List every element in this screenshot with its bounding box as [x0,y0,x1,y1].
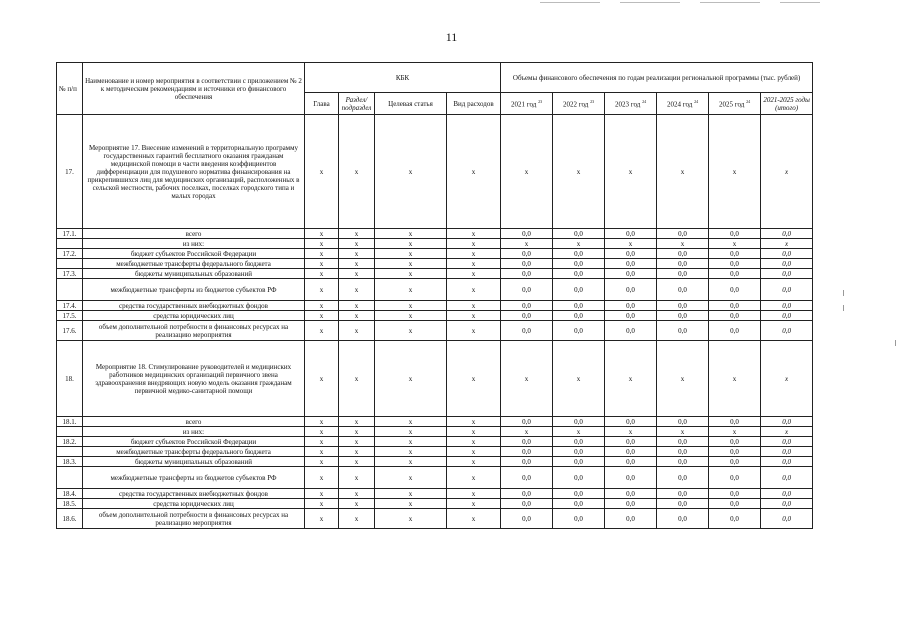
table-row [57,437,813,447]
year-value: 0,0 [501,321,553,341]
year-value: 0,0 [553,447,605,457]
kbk-cell: х [447,509,501,529]
year-value: х [501,115,553,229]
row-number [57,279,83,301]
year-value: 0,0 [709,447,761,457]
year-value: 0,0 [709,249,761,259]
year-value: х [657,427,709,437]
kbk-cell: х [375,279,447,301]
table-row [57,509,813,529]
kbk-cell: х [375,341,447,417]
total-value: 0,0 [761,279,813,301]
kbk-cell: х [447,447,501,457]
year-value: 0,0 [709,229,761,239]
kbk-cell: х [375,269,447,279]
kbk-cell: х [339,239,375,249]
header-name: Наименование и номер мероприятия в соответствии с приложением № 2 к методическим рекомендациям и источники его финансового обеспечения [83,63,305,115]
year-value: 0,0 [553,311,605,321]
header-kbk-type: Вид расходов [447,93,501,115]
total-value: 0,0 [761,269,813,279]
header-kbk: КБК [305,63,501,93]
total-value: 0,0 [761,499,813,509]
year-value: 0,0 [709,499,761,509]
year-value: 0,0 [709,279,761,301]
row-number: 18.3. [57,457,83,467]
row-name: всего [83,417,305,427]
year-value: х [553,341,605,417]
row-number: 18.4. [57,489,83,499]
row-number: 18.2. [57,437,83,447]
row-number: 17.6. [57,321,83,341]
year-value: 0,0 [657,499,709,509]
row-name: средства юридических лиц [83,499,305,509]
header-funding: Объемы финансового обеспечения по годам реализации региональной программы (тыс. рублей) [501,63,813,93]
year-value: 0,0 [553,321,605,341]
kbk-cell: х [447,457,501,467]
year-value: 0,0 [657,447,709,457]
row-name: средства юридических лиц [83,311,305,321]
row-number: 17.4. [57,301,83,311]
row-number: 18.1. [57,417,83,427]
year-value: х [553,427,605,437]
year-value: 0,0 [501,269,553,279]
year-value: 0,0 [605,311,657,321]
row-name: бюджеты муниципальных образований [83,457,305,467]
row-number: 18.6. [57,509,83,529]
kbk-cell: х [305,279,339,301]
total-value: 0,0 [761,249,813,259]
table-row [57,301,813,311]
year-value: 0,0 [709,437,761,447]
kbk-cell: х [305,447,339,457]
row-name: межбюджетные трансферты федерального бюджета [83,447,305,457]
scan-top-rule [540,2,600,3]
total-value: 0,0 [761,509,813,529]
table-row [57,311,813,321]
row-name: объем дополнительной потребности в финансовых ресурсах на реализацию мероприятия [83,509,305,529]
row-name: средства государственных внебюджетных фондов [83,489,305,499]
kbk-cell: х [339,321,375,341]
year-value: 0,0 [501,447,553,457]
year-value: 0,0 [709,269,761,279]
year-value: 0,0 [553,301,605,311]
total-value: 0,0 [761,417,813,427]
header-year-2023: 2023 год $^{24}$ [605,93,657,115]
year-value: х [709,341,761,417]
year-value: 0,0 [553,269,605,279]
table-row [57,269,813,279]
year-value: 0,0 [501,509,553,529]
table-row [57,259,813,269]
kbk-cell: х [305,341,339,417]
year-value: 0,0 [605,259,657,269]
table-row [57,115,813,229]
kbk-cell: х [305,467,339,489]
kbk-cell: х [447,301,501,311]
year-value: 0,0 [553,437,605,447]
header-kbk-section: Раздел/ подраздел [339,93,375,115]
row-number: 18. [57,341,83,417]
kbk-cell: х [339,249,375,259]
year-value: 0,0 [553,279,605,301]
year-value: 0,0 [709,417,761,427]
year-value: 0,0 [605,437,657,447]
kbk-cell: х [339,229,375,239]
kbk-cell: х [339,279,375,301]
year-value: 0,0 [709,489,761,499]
year-value: 0,0 [657,467,709,489]
row-number [57,467,83,489]
year-value: 0,0 [657,249,709,259]
year-value: 0,0 [605,467,657,489]
table-row [57,489,813,499]
year-value: 0,0 [605,417,657,427]
kbk-cell: х [339,115,375,229]
funding-table [56,62,813,529]
year-value: х [657,115,709,229]
total-value: 0,0 [761,311,813,321]
total-value: 0,0 [761,259,813,269]
kbk-cell: х [339,457,375,467]
kbk-cell: х [375,417,447,427]
total-value: 0,0 [761,437,813,447]
row-name: средства государственных внебюджетных фондов [83,301,305,311]
row-name: бюджет субъектов Российской Федерации [83,249,305,259]
table-row [57,321,813,341]
year-value: 0,0 [709,259,761,269]
row-number: 17.5. [57,311,83,321]
total-value: 0,0 [761,229,813,239]
kbk-cell: х [375,321,447,341]
kbk-cell: х [375,437,447,447]
row-name: межбюджетные трансферты федерального бюджета [83,259,305,269]
year-value: 0,0 [501,437,553,447]
year-value: 0,0 [709,467,761,489]
year-value: 0,0 [605,457,657,467]
year-value: 0,0 [605,447,657,457]
year-value: 0,0 [501,279,553,301]
kbk-cell: х [375,311,447,321]
year-value: х [709,239,761,249]
kbk-cell: х [447,279,501,301]
kbk-cell: х [447,417,501,427]
header-total: 2021-2025 годы (итого) [761,93,813,115]
year-value: 0,0 [657,259,709,269]
kbk-cell: х [375,249,447,259]
year-value: 0,0 [709,311,761,321]
kbk-cell: х [375,259,447,269]
kbk-cell: х [339,489,375,499]
kbk-cell: х [305,259,339,269]
year-value: 0,0 [605,269,657,279]
year-value: 0,0 [605,301,657,311]
kbk-cell: х [339,341,375,417]
kbk-cell: х [339,499,375,509]
kbk-cell: х [447,249,501,259]
kbk-cell: х [339,437,375,447]
kbk-cell: х [305,249,339,259]
row-name: межбюджетные трансферты из бюджетов субъектов РФ [83,279,305,301]
year-value: 0,0 [709,321,761,341]
year-value: х [709,115,761,229]
year-value: 0,0 [553,457,605,467]
kbk-cell: х [447,437,501,447]
year-value: х [657,239,709,249]
scan-top-rule [620,2,680,3]
kbk-cell: х [339,427,375,437]
header-kbk-chapter: Глава [305,93,339,115]
year-value: 0,0 [553,489,605,499]
year-value: 0,0 [605,229,657,239]
year-value: 0,0 [657,489,709,499]
kbk-cell: х [375,467,447,489]
table-row [57,499,813,509]
kbk-cell: х [305,239,339,249]
row-number: 17.2. [57,249,83,259]
kbk-cell: х [305,417,339,427]
kbk-cell: х [305,301,339,311]
kbk-cell: х [447,239,501,249]
total-value: 0,0 [761,467,813,489]
year-value: 0,0 [501,301,553,311]
table-row [57,249,813,259]
year-value: 0,0 [605,489,657,499]
year-value: х [605,427,657,437]
kbk-cell: х [375,489,447,499]
kbk-cell: х [375,509,447,529]
kbk-cell: х [375,427,447,437]
kbk-cell: х [375,499,447,509]
kbk-cell: х [305,499,339,509]
total-value: 0,0 [761,489,813,499]
year-value: 0,0 [501,229,553,239]
year-value: 0,0 [709,301,761,311]
header-year-2024: 2024 год $^{24}$ [657,93,709,115]
kbk-cell: х [339,269,375,279]
year-value: 0,0 [657,321,709,341]
kbk-cell: х [339,417,375,427]
year-value: 0,0 [605,321,657,341]
year-value: 0,0 [553,259,605,269]
header-kbk-target: Целевая статья [375,93,447,115]
year-value: 0,0 [605,499,657,509]
header-year-2021: 2021 год $^{23}$ [501,93,553,115]
header-year-2022: 2022 год $^{23}$ [553,93,605,115]
table-row [57,239,813,249]
kbk-cell: х [305,437,339,447]
table-row [57,417,813,427]
total-value: х [761,115,813,229]
year-value: 0,0 [553,229,605,239]
kbk-cell: х [447,115,501,229]
row-name: Мероприятие 17. Внесение изменений в территориальную программу государственных гарантий бесплатного оказания гражданам медицинской помощи в части введения коэффициентов дифференциации для подушевого норматива финансирования на прикрепившихся лиц для медицинских организаций, расположенных в сельской местности, рабочих поселках, поселках городского типа и малых городах [83,115,305,229]
table-row [57,427,813,437]
kbk-cell: х [339,301,375,311]
header-year-2025: 2025 год $^{24}$ [709,93,761,115]
year-value: х [501,341,553,417]
kbk-cell: х [305,457,339,467]
row-number: 17.1. [57,229,83,239]
year-value: 0,0 [501,467,553,489]
row-name: из них: [83,239,305,249]
table-row [57,457,813,467]
kbk-cell: х [447,427,501,437]
row-number [57,427,83,437]
year-value: х [553,115,605,229]
year-value: х [605,115,657,229]
kbk-cell: х [339,467,375,489]
year-value: х [709,427,761,437]
scan-edge-mark [843,290,844,296]
row-number [57,239,83,249]
kbk-cell: х [305,509,339,529]
year-value: 0,0 [605,279,657,301]
page-number: 11 [445,30,458,44]
year-value: 0,0 [501,259,553,269]
kbk-cell: х [339,259,375,269]
total-value: 0,0 [761,457,813,467]
table-body [57,115,813,529]
kbk-cell: х [375,115,447,229]
year-value: х [501,239,553,249]
year-value: 0,0 [709,509,761,529]
year-value: 0,0 [657,269,709,279]
year-value: 0,0 [657,457,709,467]
year-value: 0,0 [501,311,553,321]
scan-edge-mark [843,305,844,311]
year-value: 0,0 [657,279,709,301]
kbk-cell: х [305,321,339,341]
year-value: 0,0 [501,489,553,499]
row-number [57,447,83,457]
kbk-cell: х [447,269,501,279]
row-number [57,259,83,269]
kbk-cell: х [339,311,375,321]
row-name: бюджет субъектов Российской Федерации [83,437,305,447]
total-value: х [761,341,813,417]
year-value: 0,0 [553,499,605,509]
year-value: 0,0 [657,229,709,239]
year-value: 0,0 [501,249,553,259]
year-value: 0,0 [553,467,605,489]
table-row [57,279,813,301]
row-name: Мероприятие 18. Стимулирование руководителей и медицинских работников медицинских организаций первичного звена здравоохранения внедряющих новую модель оказания гражданам первичной медико-санитарной помощи [83,341,305,417]
year-value: х [657,341,709,417]
total-value: 0,0 [761,321,813,341]
year-value: 0,0 [605,249,657,259]
year-value: х [605,239,657,249]
kbk-cell: х [375,457,447,467]
year-value: 0,0 [657,311,709,321]
row-name: всего [83,229,305,239]
year-value: 0,0 [501,499,553,509]
scan-top-rule [700,2,760,3]
year-value: 0,0 [553,509,605,529]
kbk-cell: х [305,427,339,437]
kbk-cell: х [305,489,339,499]
scan-edge-mark [895,340,896,346]
year-value: 0,0 [657,437,709,447]
total-value: х [761,427,813,437]
total-value: х [761,239,813,249]
row-number: 17. [57,115,83,229]
kbk-cell: х [447,489,501,499]
kbk-cell: х [447,311,501,321]
year-value: 0,0 [657,301,709,311]
year-value: 0,0 [553,417,605,427]
table-row [57,467,813,489]
kbk-cell: х [339,447,375,457]
total-value: 0,0 [761,301,813,311]
kbk-cell: х [375,229,447,239]
kbk-cell: х [339,509,375,529]
year-value: 0,0 [501,417,553,427]
kbk-cell: х [375,447,447,457]
year-value: 0,0 [657,417,709,427]
row-number: 17.3. [57,269,83,279]
header-number: № п/п [57,63,83,115]
table-row [57,341,813,417]
year-value: х [501,427,553,437]
row-number: 18.5. [57,499,83,509]
kbk-cell: х [447,341,501,417]
year-value: 0,0 [501,457,553,467]
kbk-cell: х [447,321,501,341]
kbk-cell: х [305,229,339,239]
year-value: 0,0 [553,249,605,259]
total-value: 0,0 [761,447,813,457]
row-name: межбюджетные трансферты из бюджетов субъектов РФ [83,467,305,489]
row-name: из них: [83,427,305,437]
table-row [57,229,813,239]
year-value: 0,0 [709,457,761,467]
kbk-cell: х [305,115,339,229]
kbk-cell: х [447,229,501,239]
kbk-cell: х [447,499,501,509]
table-row [57,447,813,457]
year-value: 0,0 [605,509,657,529]
kbk-cell: х [375,239,447,249]
kbk-cell: х [447,467,501,489]
year-value: 0,0 [657,509,709,529]
kbk-cell: х [447,259,501,269]
kbk-cell: х [305,269,339,279]
kbk-cell: х [375,301,447,311]
year-value: х [553,239,605,249]
row-name: бюджеты муниципальных образований [83,269,305,279]
scan-top-rule [780,2,820,3]
kbk-cell: х [305,311,339,321]
year-value: х [605,341,657,417]
row-name: объем дополнительной потребности в финансовых ресурсах на реализацию мероприятия [83,321,305,341]
